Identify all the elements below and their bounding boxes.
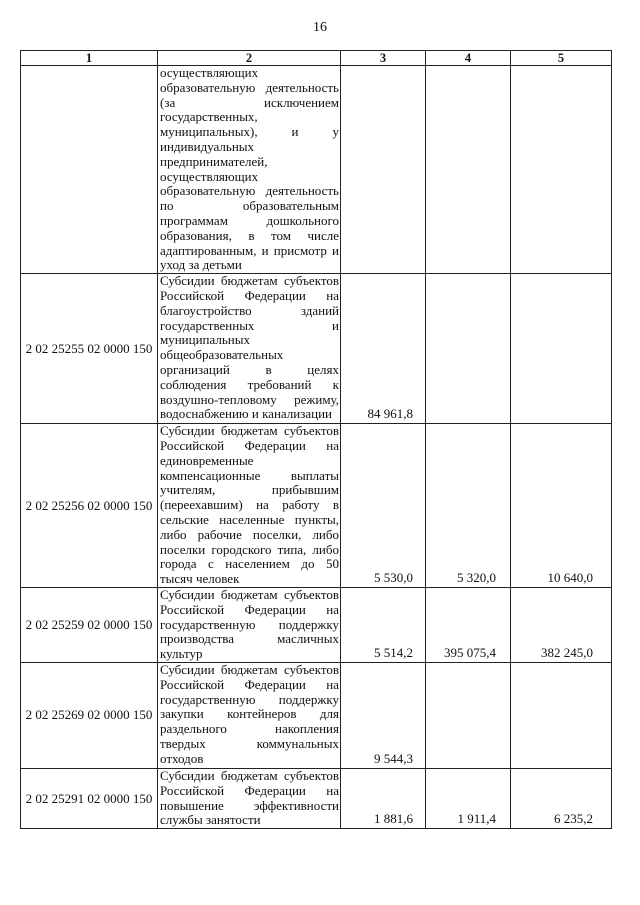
description-line: твердых коммунальных [160,735,339,751]
amount-cell-col4 [426,662,511,768]
amount-cell-col4: 395 075,4 [426,587,511,662]
description-line: осуществляющих [160,168,259,184]
description-cell [158,424,341,588]
description-line: муниципальных), и у [160,124,339,140]
description-line: воздушно-тепловому режиму, [160,391,339,407]
page-number: 16 [313,20,327,35]
header-cell-5: 5 [511,51,612,66]
description-line: единовременные [160,452,254,468]
description-cell [158,587,341,662]
amount-cell-col5 [511,662,612,768]
description-line: учителям, прибывшим [160,482,339,498]
amount-cell-col3: 84 961,8 [341,274,426,424]
description-line: закупки контейнеров для [160,706,339,722]
description-line: Субсидии бюджетам субъектов [160,586,339,602]
description-line: индивидуальных [160,138,255,154]
budget-table [20,50,612,829]
description-line: Российской Федерации на [160,601,339,617]
description-line: Субсидии бюджетам субъектов [160,423,339,439]
description-cell [158,66,341,274]
description-line: адаптированным, и присмотр и [160,242,339,258]
budget-code-cell: 2 02 25255 02 0000 150 [21,274,158,424]
description-line: муниципальных [160,332,251,348]
description-line: государственную поддержку [160,691,339,707]
description-line: общеобразовательных [160,347,284,363]
description-line: поселки городского типа, либо [160,541,339,557]
budget-code-cell: 2 02 25256 02 0000 150 [21,424,158,588]
description-cell [158,662,341,768]
description-line: организаций в целях [160,361,339,377]
description-line: (переехавшим) на работу в [160,497,339,513]
description-line: раздельного накопления [160,721,339,737]
description-line: Российской Федерации на [160,676,339,692]
table-row [21,662,612,768]
budget-code-cell: 2 02 25291 02 0000 150 [21,768,158,828]
description-line: государственных и [160,317,339,333]
description-line: либо рабочие поселки, либо [160,526,339,542]
description-line: службы занятости [160,812,261,828]
description-line: повышение эффективности [160,797,339,813]
header-cell-1: 1 [21,51,158,66]
description-line: водоснабжению и канализации [160,406,333,422]
header-cell-2: 2 [158,51,341,66]
amount-cell-col4: 5 320,0 [426,424,511,588]
header-cell-4: 4 [426,51,511,66]
amount-cell-col4 [426,66,511,274]
description-line: тысяч человек [160,571,240,587]
description-line: сельские населенные пункты, [160,511,339,527]
description-line: предпринимателей, [160,153,268,169]
budget-code-cell [21,66,158,274]
table-row [21,587,612,662]
amount-cell-col3 [341,66,426,274]
description-line: Субсидии бюджетам субъектов [160,273,339,289]
amount-cell-col3: 5 514,2 [341,587,426,662]
description-line: по образовательным [160,198,339,214]
description-cell [158,768,341,828]
description-line: осуществляющих [160,65,259,80]
amount-cell-col5: 6 235,2 [511,768,612,828]
description-line: Российской Федерации на [160,782,339,798]
header-cell-3: 3 [341,51,426,66]
table-row [21,768,612,828]
description-line: (за исключением [160,94,339,110]
description-cell [158,274,341,424]
description-line: города с населением до 50 [160,556,339,572]
amount-cell-col5 [511,274,612,424]
table-row [21,274,612,424]
amount-cell-col3: 9 544,3 [341,662,426,768]
description-line: Субсидии бюджетам субъектов [160,767,339,783]
table-row [21,424,612,588]
description-line: образования, в том числе [160,227,339,243]
description-line: Российской Федерации на [160,437,339,453]
description-line: производства масличных [160,631,339,647]
description-line: программам дошкольного [160,212,339,228]
amount-cell-col4: 1 911,4 [426,768,511,828]
description-line: культур [160,646,203,662]
amount-cell-col5 [511,66,612,274]
description-line: отходов [160,750,204,766]
budget-code-cell: 2 02 25259 02 0000 150 [21,587,158,662]
description-line: уход за детьми [160,257,242,273]
table-header-row [21,51,612,66]
amount-cell-col5: 382 245,0 [511,587,612,662]
amount-cell-col4 [426,274,511,424]
table-row [21,66,612,274]
description-line: государственную поддержку [160,616,339,632]
description-line: образовательную деятельность [160,79,339,95]
description-line: благоустройство зданий [160,302,339,318]
budget-code-cell: 2 02 25269 02 0000 150 [21,662,158,768]
amount-cell-col3: 1 881,6 [341,768,426,828]
description-line: Российской Федерации на [160,287,339,303]
description-line: государственных, [160,109,258,125]
amount-cell-col3: 5 530,0 [341,424,426,588]
description-line: образовательную деятельность [160,183,339,199]
amount-cell-col5: 10 640,0 [511,424,612,588]
description-line: Субсидии бюджетам субъектов [160,661,339,677]
description-line: компенсационные выплаты [160,467,339,483]
description-line: соблюдения требований к [160,376,339,392]
